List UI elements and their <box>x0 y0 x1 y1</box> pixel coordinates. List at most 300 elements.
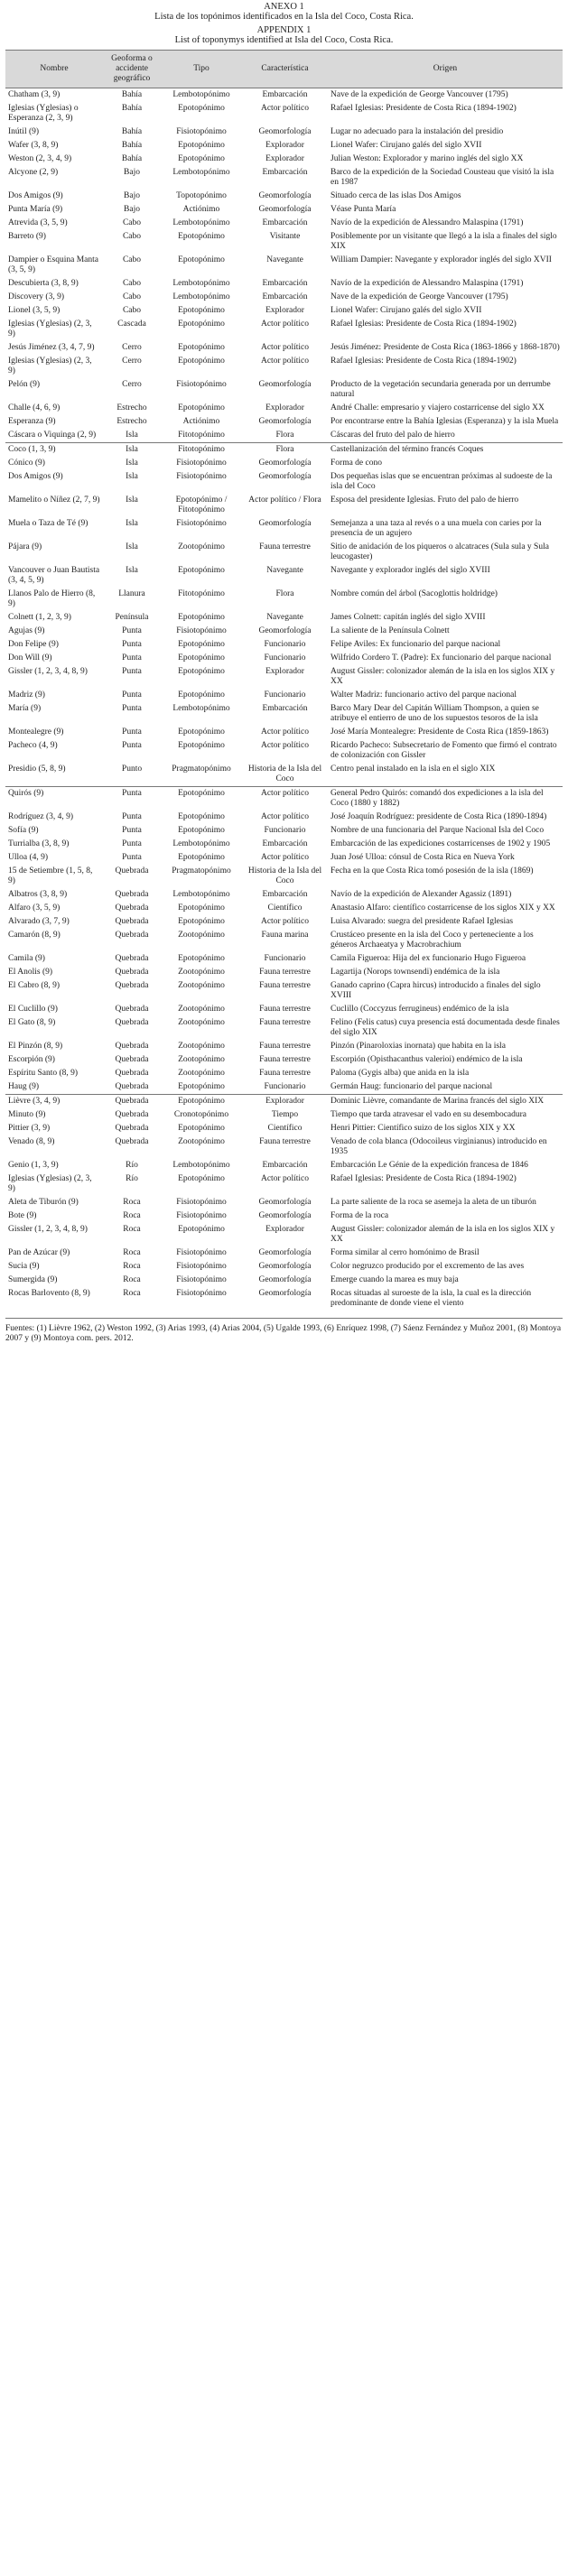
cell-geoforma: Bajo <box>124 168 140 177</box>
appendix-title-es: ANEXO 1 <box>264 2 304 12</box>
cell-tipo: Epotopónimo <box>178 403 225 412</box>
cell-geoforma: Roca <box>123 1198 141 1207</box>
cell-caracteristica: Geomorfología <box>258 380 312 389</box>
cell-origen: Véase Punta María <box>331 205 396 214</box>
cell-caracteristica: Navegante <box>266 566 303 575</box>
table-row <box>5 811 563 824</box>
cell-caracteristica: Historia de la Isla del Coco <box>247 866 322 885</box>
cell-caracteristica: Funcionario <box>264 826 306 835</box>
cell-tipo: Fisiotopónimo <box>176 380 227 389</box>
col-header-geoforma: Geoforma o accidente geográfico <box>103 51 161 88</box>
cell-tipo: Topotopónimo <box>176 191 227 200</box>
cell-origen: General Pedro Quirós: comandó dos expediciones a la isla del Coco (1880 y 1882) <box>328 787 563 811</box>
cell-geoforma: Quebrada <box>115 954 149 963</box>
table-row <box>5 952 563 966</box>
cell-caracteristica: Explorador <box>242 1095 328 1109</box>
cell-nombre: Dos Amigos (9) <box>8 472 63 481</box>
table-row <box>5 318 563 341</box>
cell-caracteristica: Fauna terrestre <box>259 1069 311 1078</box>
table-row <box>5 291 563 304</box>
cell-caracteristica: Flora <box>275 589 294 598</box>
cell-nombre: Weston (2, 3, 4, 9) <box>8 154 72 163</box>
cell-tipo: Actiónimo <box>182 205 220 214</box>
cell-nombre: El Anolis (9) <box>8 968 53 977</box>
cell-nombre: Coco (1, 3, 9) <box>5 443 103 458</box>
cell-nombre: Pan de Azúcar (9) <box>8 1248 70 1257</box>
cell-origen: Forma de cono <box>331 459 382 468</box>
cell-origen: Nave de la expedición de George Vancouver (1795) <box>331 292 508 301</box>
table-row <box>5 355 563 378</box>
cell-geoforma: Quebrada <box>115 1055 149 1064</box>
cell-nombre: Muela o Taza de Té (9) <box>8 519 88 528</box>
cell-geoforma: Roca <box>123 1225 141 1234</box>
table-row <box>5 665 563 689</box>
table-row <box>5 1172 563 1196</box>
cell-geoforma: Cerro <box>122 357 142 366</box>
cell-geoforma: Quebrada <box>115 931 149 940</box>
table-row <box>5 915 563 929</box>
cell-nombre: Mamelito o Níñez (2, 7, 9) <box>8 496 100 505</box>
cell-tipo: Lembotopónimo <box>161 88 242 103</box>
cell-caracteristica: Geomorfología <box>258 205 312 214</box>
cell-caracteristica: Explorador <box>265 1225 304 1234</box>
cell-tipo: Epotopónimo <box>178 903 225 913</box>
cell-caracteristica: Funcionario <box>264 690 306 700</box>
cell-caracteristica: Geomorfología <box>258 1275 312 1284</box>
cell-nombre: Madriz (9) <box>8 690 45 700</box>
cell-geoforma: Roca <box>123 1289 141 1298</box>
cell-geoforma: Quebrada <box>115 1018 149 1027</box>
cell-geoforma: Llanura <box>118 589 145 598</box>
cell-geoforma: Punta <box>122 839 142 848</box>
cell-caracteristica: Explorador <box>265 403 304 412</box>
table-row <box>5 190 563 203</box>
cell-geoforma: Estrecho <box>116 417 147 426</box>
cell-geoforma: Punta <box>122 626 142 635</box>
cell-nombre: Venado (8, 9) <box>8 1137 55 1146</box>
table-row <box>5 838 563 851</box>
cell-caracteristica: Actor político <box>260 917 310 926</box>
cell-origen: Navío de la expedición de Alexander Agassiz (1891) <box>331 890 512 899</box>
cell-tipo: Zootopónimo <box>178 968 225 977</box>
table-row <box>5 1196 563 1209</box>
cell-origen: Camila Figueroa: Hija del ex funcionario Hugo Figueroa <box>331 954 526 963</box>
cell-caracteristica: Visitante <box>269 232 301 241</box>
cell-caracteristica: Geomorfología <box>258 519 312 528</box>
cell-caracteristica: Fauna terrestre <box>259 968 311 977</box>
cell-geoforma: Roca <box>123 1211 141 1220</box>
cell-geoforma: Quebrada <box>115 1069 149 1078</box>
cell-caracteristica: Funcionario <box>264 640 306 649</box>
table-row <box>5 824 563 838</box>
cell-geoforma: Bahía <box>121 141 143 150</box>
cell-origen: Rafael Iglesias: Presidente de Costa Rica (1894-1902) <box>331 320 517 329</box>
cell-origen: Posiblemente por un visitante que llegó a la isla a finales del siglo XIX <box>331 232 557 251</box>
table-row <box>5 888 563 902</box>
cell-caracteristica: Tiempo <box>271 1110 299 1119</box>
cell-origen: Situado cerca de las islas Dos Amigos <box>331 191 461 200</box>
cell-tipo: Fitotopónimo <box>161 443 242 458</box>
table-row <box>5 1135 563 1159</box>
cell-caracteristica: Funcionario <box>264 954 306 963</box>
cell-tipo: Cronotopónimo <box>173 1110 229 1119</box>
table-row <box>5 139 563 153</box>
cell-origen: Por encontrarse entre la Bahía Iglesias (Esperanza) y la isla Muela <box>331 417 559 426</box>
cell-tipo: Lembotopónimo <box>172 218 230 227</box>
cell-geoforma: Río <box>126 1161 138 1170</box>
cell-caracteristica: Fauna terrestre <box>259 981 311 990</box>
cell-tipo: Fisiotopónimo <box>176 1289 227 1298</box>
cell-tipo: Zootopónimo <box>178 1069 225 1078</box>
table-row <box>5 443 563 458</box>
cell-geoforma: Isla <box>126 542 138 551</box>
table-row <box>5 638 563 652</box>
cell-tipo: Epotopónimo / Fitotopónimo <box>175 496 228 514</box>
cell-tipo: Fisiotopónimo <box>176 1198 227 1207</box>
cell-origen: James Colnett: capitán inglés del siglo XVIII <box>331 613 486 622</box>
cell-caracteristica: Funcionario <box>264 653 306 663</box>
cell-origen: Germán Haug: funcionario del parque nacional <box>331 1082 493 1091</box>
cell-origen: Wilfrido Cordero T. (Padre): Ex funcionario del parque nacional <box>331 653 552 663</box>
cell-geoforma: Cerro <box>122 380 142 389</box>
cell-caracteristica: Actor político <box>260 853 310 862</box>
table-row <box>5 1040 563 1053</box>
cell-nombre: Haug (9) <box>8 1082 40 1091</box>
table-row <box>5 1095 563 1109</box>
cell-nombre: Esperanza (9) <box>8 417 56 426</box>
cell-origen: Anastasio Alfaro: científico costarricense de los siglos XIX y XX <box>331 903 555 913</box>
cell-nombre: Alvarado (3, 7, 9) <box>8 917 70 926</box>
cell-geoforma: Isla <box>126 496 138 505</box>
cell-tipo: Epotopónimo <box>178 853 225 862</box>
cell-origen: Embarcación Le Génie de la expedición francesa de 1846 <box>331 1161 528 1170</box>
cell-tipo: Epotopónimo <box>178 640 225 649</box>
cell-caracteristica: Historia de la Isla del Coco <box>247 764 322 783</box>
cell-origen: Felipe Aviles: Ex funcionario del parque nacional <box>331 640 501 649</box>
cell-geoforma: Cascada <box>117 320 146 329</box>
cell-nombre: Iglesias (Yglesias) (2, 3, 9) <box>8 357 92 375</box>
cell-nombre: Descubierta (3, 8, 9) <box>8 279 79 288</box>
cell-origen: Nombre común del árbol (Sacoglottis holdridge) <box>331 589 498 598</box>
table-row <box>5 739 563 763</box>
table-row <box>5 1223 563 1246</box>
cell-tipo: Epotopónimo <box>178 1225 225 1234</box>
cell-origen: Rafael Iglesias: Presidente de Costa Rica (1894-1902) <box>331 357 517 366</box>
cell-tipo: Zootopónimo <box>178 1055 225 1064</box>
table-row <box>5 429 563 443</box>
cell-nombre: Presidio (5, 8, 9) <box>8 764 66 774</box>
cell-tipo: Zootopónimo <box>178 1018 225 1027</box>
cell-tipo: Epotopónimo <box>178 812 225 821</box>
cell-tipo: Fisiotopónimo <box>176 1248 227 1257</box>
cell-nombre: Iglesias (Yglesias) o Esperanza (2, 3, 9) <box>8 104 79 123</box>
cell-tipo: Pragmatopónimo <box>172 764 231 774</box>
cell-geoforma: Roca <box>123 1262 141 1271</box>
cell-origen: Castellanización del término francés Coques <box>328 443 563 458</box>
cell-nombre: Agujas (9) <box>8 626 45 635</box>
cell-nombre: Discovery (3, 9) <box>8 292 64 301</box>
cell-tipo: Actiónimo <box>182 417 220 426</box>
table-row <box>5 979 563 1003</box>
header-row <box>5 51 563 88</box>
cell-origen: Julian Weston: Explorador y marino inglés del siglo XX <box>331 154 524 163</box>
cell-origen: José María Montealegre: Presidente de Costa Rica (1859-1863) <box>331 727 549 737</box>
cell-geoforma: Punta <box>122 812 142 821</box>
cell-geoforma: Río <box>126 1174 138 1183</box>
cell-tipo: Lembotopónimo <box>172 704 230 713</box>
cell-tipo: Lembotopónimo <box>172 1161 230 1170</box>
table-row <box>5 1287 563 1311</box>
cell-caracteristica: Geomorfología <box>258 1289 312 1298</box>
col-header-nombre: Nombre <box>5 51 103 88</box>
cell-tipo: Lembotopónimo <box>172 292 230 301</box>
cell-origen: Escorpión (Opisthacanthus valerioi) endémico de la isla <box>331 1055 523 1064</box>
cell-nombre: Pájara (9) <box>8 542 42 551</box>
cell-caracteristica: Embarcación <box>262 218 308 227</box>
cell-origen: Rafael Iglesias: Presidente de Costa Rica (1894-1902) <box>331 104 517 113</box>
cell-origen: William Dampier: Navegante y explorador inglés del siglo XVII <box>331 255 552 264</box>
toponym-table-container <box>5 50 563 1311</box>
cell-origen: Forma de la roca <box>331 1211 389 1220</box>
table-row <box>5 625 563 638</box>
cell-geoforma: Quebrada <box>115 890 149 899</box>
cell-geoforma: Bahía <box>121 127 143 136</box>
cell-caracteristica: Geomorfología <box>258 1262 312 1271</box>
table-row <box>5 494 563 517</box>
cell-origen: Lionel Wafer: Cirujano galés del siglo XVII <box>331 141 482 150</box>
cell-caracteristica: Embarcación <box>242 88 328 103</box>
cell-geoforma: Cabo <box>122 232 142 241</box>
cell-origen: Lionel Wafer: Cirujano galés del siglo XVII <box>331 306 482 315</box>
table-row <box>5 787 563 811</box>
cell-geoforma: Península <box>115 613 149 622</box>
cell-origen: Cuclillo (Coccyzus ferrugineus) endémico de la isla <box>331 1005 509 1014</box>
cell-geoforma: Quebrada <box>115 1137 149 1146</box>
cell-nombre: Genio (1, 3, 9) <box>8 1161 59 1170</box>
cell-nombre: Quirós (9) <box>5 787 103 811</box>
cell-caracteristica: Fauna marina <box>261 931 309 940</box>
cell-nombre: Don Felipe (9) <box>8 640 59 649</box>
cell-geoforma: Punta <box>122 690 142 700</box>
table-row <box>5 726 563 739</box>
cell-origen: Nave de la expedición de George Vancouver (1795) <box>328 88 563 103</box>
cell-caracteristica: Fauna terrestre <box>259 1042 311 1051</box>
cell-nombre: Ulloa (4, 9) <box>8 853 49 862</box>
cell-nombre: Barreto (9) <box>8 232 46 241</box>
cell-nombre: Rocas Barlovento (8, 9) <box>8 1289 90 1298</box>
cell-nombre: Inútil (9) <box>8 127 40 136</box>
cell-geoforma: Quebrada <box>115 968 149 977</box>
cell-tipo: Fisiotopónimo <box>176 519 227 528</box>
cell-nombre: Lionel (3, 5, 9) <box>8 306 61 315</box>
cell-tipo: Epotopónimo <box>161 1095 242 1109</box>
cell-geoforma: Quebrada <box>115 1124 149 1133</box>
cell-geoforma: Roca <box>123 1248 141 1257</box>
cell-geoforma: Roca <box>123 1275 141 1284</box>
cell-geoforma: Punta <box>122 741 142 750</box>
cell-tipo: Fisiotopónimo <box>176 472 227 481</box>
cell-caracteristica: Embarcación <box>262 890 308 899</box>
table-header <box>5 51 563 88</box>
cell-nombre: Chatham (3, 9) <box>5 88 103 103</box>
cell-geoforma: Quebrada <box>115 866 149 876</box>
cell-tipo: Zootopónimo <box>178 1005 225 1014</box>
cell-tipo: Epotopónimo <box>178 741 225 750</box>
cell-origen: Dos pequeñas islas que se encuentran próximas al sudoeste de la isla del Coco <box>331 472 553 491</box>
cell-geoforma: Bahía <box>103 88 161 103</box>
cell-caracteristica: Actor político <box>260 357 310 366</box>
cell-origen: Esposa del presidente Iglesias. Fruto del palo de hierro <box>331 496 519 505</box>
cell-caracteristica: Actor político <box>260 727 310 737</box>
cell-tipo: Zootopónimo <box>178 542 225 551</box>
cell-caracteristica: Geomorfología <box>258 459 312 468</box>
cell-origen: Cáscaras del fruto del palo de hierro <box>331 431 455 440</box>
cell-nombre: Colnett (1, 2, 3, 9) <box>8 613 71 622</box>
cell-nombre: Jesús Jiménez (3, 4, 7, 9) <box>8 343 95 352</box>
document <box>5 0 563 2576</box>
cell-origen: Tiempo que tarda atravesar el vado en su desembocadura <box>331 1110 527 1119</box>
table-row <box>5 1108 563 1122</box>
cell-geoforma: Isla <box>126 459 138 468</box>
cell-caracteristica: Actor político <box>260 104 310 113</box>
cell-nombre: Espíritu Santo (8, 9) <box>8 1069 79 1078</box>
cell-nombre: Llanos Palo de Hierro (8, 9) <box>8 589 96 608</box>
cell-caracteristica: Fauna terrestre <box>259 1055 311 1064</box>
cell-nombre: Gissler (1, 2, 3, 4, 8, 9) <box>8 667 88 676</box>
cell-caracteristica: Explorador <box>265 667 304 676</box>
cell-origen: Sitio de anidación de los piqueros o alcatraces (Sula sula y Sula leucogaster) <box>331 542 549 561</box>
cell-geoforma: Isla <box>103 443 161 458</box>
table-row <box>5 277 563 291</box>
cell-nombre: El Gato (8, 9) <box>8 1018 56 1027</box>
table-row <box>5 1274 563 1287</box>
cell-geoforma: Punta <box>122 667 142 676</box>
cell-origen: Henri Pittier: Científico suizo de los siglos XIX y XX <box>331 1124 516 1133</box>
cell-geoforma: Punta <box>122 704 142 713</box>
table-row <box>5 541 563 564</box>
cell-caracteristica: Embarcación <box>262 168 308 177</box>
table-row <box>5 125 563 139</box>
table-row <box>5 203 563 217</box>
cell-origen: Paloma (Gygis alba) que anida en la isla <box>331 1069 470 1078</box>
cell-nombre: Pittier (3, 9) <box>8 1124 51 1133</box>
cell-nombre: Wafer (3, 8, 9) <box>8 141 59 150</box>
cell-geoforma: Punta <box>103 787 161 811</box>
cell-geoforma: Cabo <box>122 292 142 301</box>
cell-caracteristica: Geomorfología <box>258 1198 312 1207</box>
cell-origen: Fecha en la que Costa Rica tomó posesión de la isla (1869) <box>331 866 534 876</box>
cell-tipo: Fisiotopónimo <box>176 127 227 136</box>
cell-tipo: Lembotopónimo <box>172 279 230 288</box>
table-row <box>5 1003 563 1016</box>
cell-tipo: Epotopónimo <box>178 667 225 676</box>
cell-nombre: Montealegre (9) <box>8 727 64 737</box>
cell-origen: Pinzón (Pinaroloxias inornata) que habita en la isla <box>331 1042 506 1051</box>
cell-nombre: Iglesias (Yglesias) (2, 3, 9) <box>8 1174 92 1193</box>
cell-origen: Dominic Lièvre, comandante de Marina francés del siglo XIX <box>328 1095 563 1109</box>
cell-tipo: Zootopónimo <box>178 931 225 940</box>
table-row <box>5 588 563 611</box>
table-row <box>5 1122 563 1135</box>
cell-tipo: Epotopónimo <box>178 320 225 329</box>
cell-tipo: Epotopónimo <box>161 787 242 811</box>
cell-origen: Barco de la expedición de la Sociedad Cousteau que visitó la isla en 1987 <box>331 168 554 187</box>
cell-caracteristica: Funcionario <box>264 1082 306 1091</box>
sources-note: Fuentes: (1) Lièvre 1962, (2) Weston 1992, (3) Arias 1993, (4) Arias 2004, (5) Ugalde 1993, (6) Enríquez 1998, (7) Sáenz Fernández y Muñoz 2001, (8) Montoya 2007 y (9) Montoya com. pers. 2012. <box>5 1318 563 1344</box>
cell-geoforma: Quebrada <box>115 1042 149 1051</box>
cell-nombre: Minuto (9) <box>8 1110 46 1119</box>
cell-nombre: Challe (4, 6, 9) <box>8 403 61 412</box>
cell-origen: La parte saliente de la roca se asemeja la aleta de un tiburón <box>331 1198 536 1207</box>
table-row <box>5 929 563 952</box>
cell-tipo: Pragmatopónimo <box>172 866 231 876</box>
cell-tipo: Epotopónimo <box>178 727 225 737</box>
cell-tipo: Epotopónimo <box>178 954 225 963</box>
cell-nombre: Pelón (9) <box>8 380 41 389</box>
table-row <box>5 1053 563 1067</box>
table-row <box>5 230 563 254</box>
cell-geoforma: Cerro <box>122 343 142 352</box>
cell-nombre: Turrialba (3, 8, 9) <box>8 839 70 848</box>
cell-tipo: Lembotopónimo <box>172 890 230 899</box>
toponym-table <box>5 50 563 1311</box>
cell-caracteristica: Actor político <box>260 343 310 352</box>
table-row <box>5 415 563 429</box>
cell-origen: Navío de la expedición de Alessandro Malaspina (1791) <box>331 218 524 227</box>
cell-origen: Ricardo Pacheco: Subsecretario de Fomento que firmó el contrato de colonización con Gissler <box>331 741 557 760</box>
cell-origen: Color negruzco producido por el excremento de las aves <box>331 1262 525 1271</box>
table-row <box>5 402 563 415</box>
cell-nombre: Dos Amigos (9) <box>8 191 63 200</box>
table-row <box>5 865 563 888</box>
cell-origen: Forma similar al cerro homónimo de Brasil <box>331 1248 480 1257</box>
cell-tipo: Fisiotopónimo <box>176 1211 227 1220</box>
cell-caracteristica: Explorador <box>265 154 304 163</box>
cell-nombre: Don Will (9) <box>8 653 52 663</box>
cell-tipo: Zootopónimo <box>178 1042 225 1051</box>
cell-tipo: Fisiotopónimo <box>176 459 227 468</box>
cell-nombre: Aleta de Tiburón (9) <box>8 1198 79 1207</box>
cell-tipo: Epotopónimo <box>178 1124 225 1133</box>
cell-geoforma: Isla <box>126 566 138 575</box>
cell-tipo: Zootopónimo <box>178 981 225 990</box>
table-row <box>5 254 563 277</box>
cell-tipo: Zootopónimo <box>178 1137 225 1146</box>
cell-nombre: Dampier o Esquina Manta (3, 5, 9) <box>8 255 98 274</box>
cell-tipo: Epotopónimo <box>178 690 225 700</box>
appendix-title-en: APPENDIX 1 <box>256 25 312 35</box>
cell-tipo: Fitotopónimo <box>178 431 225 440</box>
cell-caracteristica: Científico <box>267 1124 303 1133</box>
cell-tipo: Epotopónimo <box>178 1174 225 1183</box>
cell-geoforma: Cabo <box>122 306 142 315</box>
table-row <box>5 851 563 865</box>
cell-geoforma: Quebrada <box>115 1110 149 1119</box>
table-row <box>5 689 563 702</box>
cell-caracteristica: Explorador <box>265 306 304 315</box>
table-row <box>5 1209 563 1223</box>
table-row <box>5 611 563 625</box>
cell-origen: August Gissler: colonizador alemán de la isla en los siglos XIX y XX <box>331 667 555 686</box>
cell-caracteristica: Geomorfología <box>258 127 312 136</box>
table-row <box>5 153 563 166</box>
cell-geoforma: Quebrada <box>115 981 149 990</box>
cell-nombre: Cónico (9) <box>8 459 45 468</box>
cell-caracteristica: Flora <box>242 443 328 458</box>
cell-geoforma: Bahía <box>121 104 143 113</box>
cell-tipo: Epotopónimo <box>178 1082 225 1091</box>
cell-geoforma: Bahía <box>121 154 143 163</box>
